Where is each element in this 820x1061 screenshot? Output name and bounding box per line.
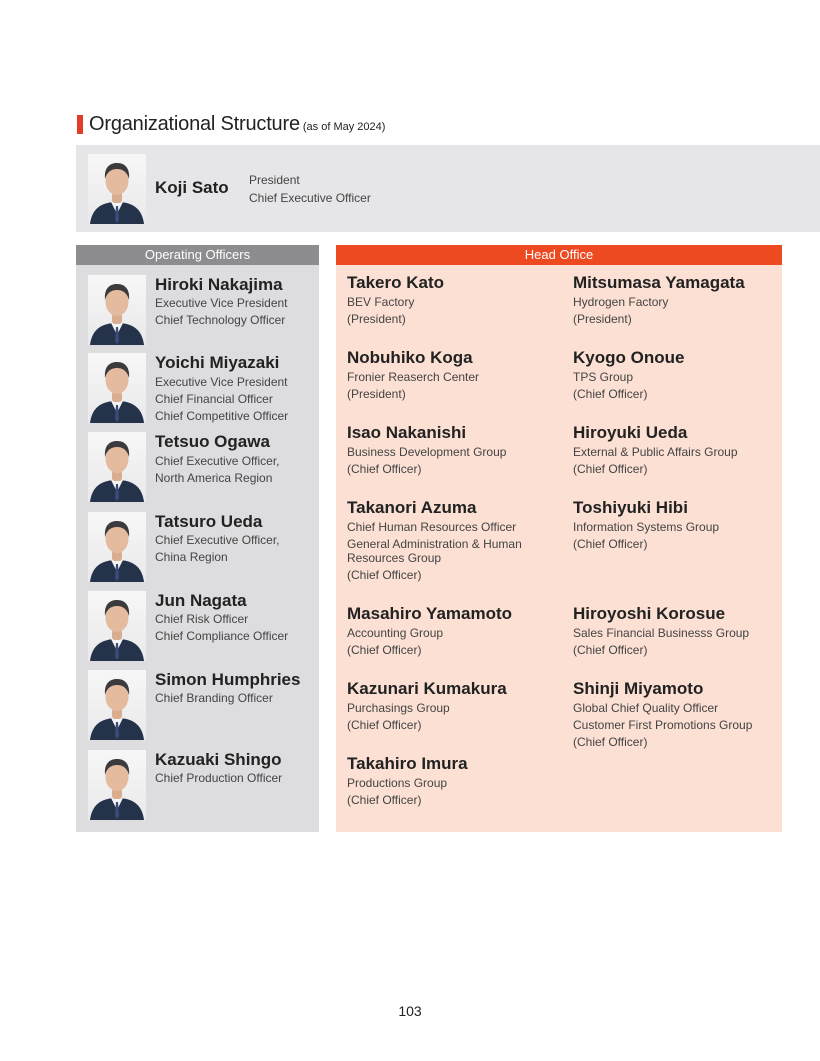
officer-entry	[76, 512, 319, 584]
officer-role-line: (Chief Officer)	[347, 568, 422, 582]
officer-role-line: Productions Group	[347, 776, 448, 790]
officer-name: Kazunari Kumakura	[347, 679, 507, 698]
officer-role-line: Customer First Promotions Group	[573, 718, 753, 732]
officer-name: Takero Kato	[347, 273, 444, 292]
portrait-photo	[88, 591, 146, 661]
officer-name: Masahiro Yamamoto	[347, 604, 513, 623]
officer-role-line: Chief Technology Officer	[155, 313, 286, 327]
president-role-line: Chief Executive Officer	[249, 191, 371, 205]
officer-entry	[76, 750, 319, 822]
officer-role-line: BEV Factory	[347, 295, 415, 309]
officer-name: Tatsuro Ueda	[155, 512, 263, 531]
portrait-photo	[88, 432, 146, 502]
officer-role-line: Sales Financial Businesss Group	[573, 626, 750, 640]
officer-role-line: Hydrogen Factory	[573, 295, 669, 309]
officer-name: Jun Nagata	[155, 591, 247, 610]
officer-role-line: (Chief Officer)	[573, 735, 648, 749]
officer-name: Nobuhiko Koga	[347, 348, 473, 367]
officer-name: Tetsuo Ogawa	[155, 432, 270, 451]
head-office-panel	[336, 245, 782, 832]
officer-role-line: (Chief Officer)	[573, 643, 648, 657]
portrait-photo	[88, 353, 146, 423]
officer-role-line: (Chief Officer)	[347, 462, 422, 476]
portrait-photo	[88, 275, 146, 345]
president-panel	[76, 145, 820, 232]
officer-role-line: Accounting Group	[347, 626, 444, 640]
officer-name: Yoichi Miyazaki	[155, 353, 280, 372]
officer-role-line: North America Region	[155, 471, 273, 485]
officer-entry	[76, 432, 319, 504]
officer-role-line: Fronier Reaserch Center	[347, 370, 480, 384]
officer-name: Hiroyoshi Korosue	[573, 604, 726, 623]
officer-role-line: Chief Branding Officer	[155, 691, 273, 705]
officer-entry	[76, 275, 319, 347]
title-date-note: (as of May 2024)	[302, 121, 386, 133]
officer-role-line: China Region	[155, 550, 228, 564]
head-office-header: Head Office	[336, 245, 782, 265]
officer-role-line: Chief Compliance Officer	[155, 629, 289, 643]
officer-role-line: Chief Production Officer	[155, 771, 283, 785]
portrait-photo	[88, 750, 146, 820]
officer-name: Takanori Azuma	[347, 498, 477, 517]
officer-role-line: (Chief Officer)	[347, 718, 422, 732]
portrait-photo	[88, 154, 146, 224]
title-text: Organizational Structure	[89, 113, 300, 135]
officer-name: Takahiro Imura	[347, 754, 468, 773]
officer-name: Hiroki Nakajima	[155, 275, 283, 294]
officer-name: Shinji Miyamoto	[573, 679, 704, 698]
operating-officers-header: Operating Officers	[76, 245, 319, 265]
officer-name: Simon Humphries	[155, 670, 301, 689]
officer-name: Toshiyuki Hibi	[573, 498, 688, 517]
operating-officers-panel	[76, 245, 319, 832]
officer-role-line: Chief Executive Officer,	[155, 454, 280, 468]
officer-role-line: (Chief Officer)	[573, 387, 648, 401]
officer-role-line: Information Systems Group	[573, 520, 720, 534]
officer-role-line: External & Public Affairs Group	[573, 445, 738, 459]
officer-role-line: (Chief Officer)	[573, 462, 648, 476]
title-accent-bar	[77, 115, 83, 134]
officer-name: Hiroyuki Ueda	[573, 423, 688, 442]
officer-role-line: Chief Executive Officer,	[155, 533, 280, 547]
officer-role-line: (President)	[347, 387, 406, 401]
officer-role-line: Business Development Group	[347, 445, 507, 459]
portrait-photo	[88, 670, 146, 740]
officer-name: Isao Nakanishi	[347, 423, 467, 442]
page-number: 103	[398, 1003, 422, 1019]
officer-role-line: TPS Group	[573, 370, 634, 384]
page-title	[77, 113, 385, 136]
portrait-photo	[88, 512, 146, 582]
officer-role-line: Executive Vice President	[155, 296, 288, 310]
officer-role-line: Chief Risk Officer	[155, 612, 249, 626]
officer-name: Mitsumasa Yamagata	[573, 273, 745, 292]
officer-role-line: Global Chief Quality Officer	[573, 701, 719, 715]
officer-entry	[76, 670, 319, 742]
officer-role-line: Chief Human Resources Officer	[347, 520, 517, 534]
officer-role-line: (Chief Officer)	[573, 537, 648, 551]
officer-role-line: (Chief Officer)	[347, 643, 422, 657]
officer-name: Kazuaki Shingo	[155, 750, 282, 769]
officer-role-line: Chief Financial Officer	[155, 392, 273, 406]
officer-name: Kyogo Onoue	[573, 348, 685, 367]
officer-role-line: (Chief Officer)	[347, 793, 422, 807]
officer-role-line: (President)	[573, 312, 632, 326]
officer-entry	[76, 591, 319, 663]
officer-entry	[76, 353, 319, 425]
officer-role-line: Purchasings Group	[347, 701, 450, 715]
officer-role-line: Chief Competitive Officer	[155, 409, 289, 423]
officer-role-line: Executive Vice President	[155, 375, 288, 389]
president-name: Koji Sato	[155, 178, 229, 197]
officer-role-line: General Administration & Human Resources Group	[347, 537, 522, 565]
president-role-line: President	[249, 173, 300, 187]
officer-role-line: (President)	[347, 312, 406, 326]
